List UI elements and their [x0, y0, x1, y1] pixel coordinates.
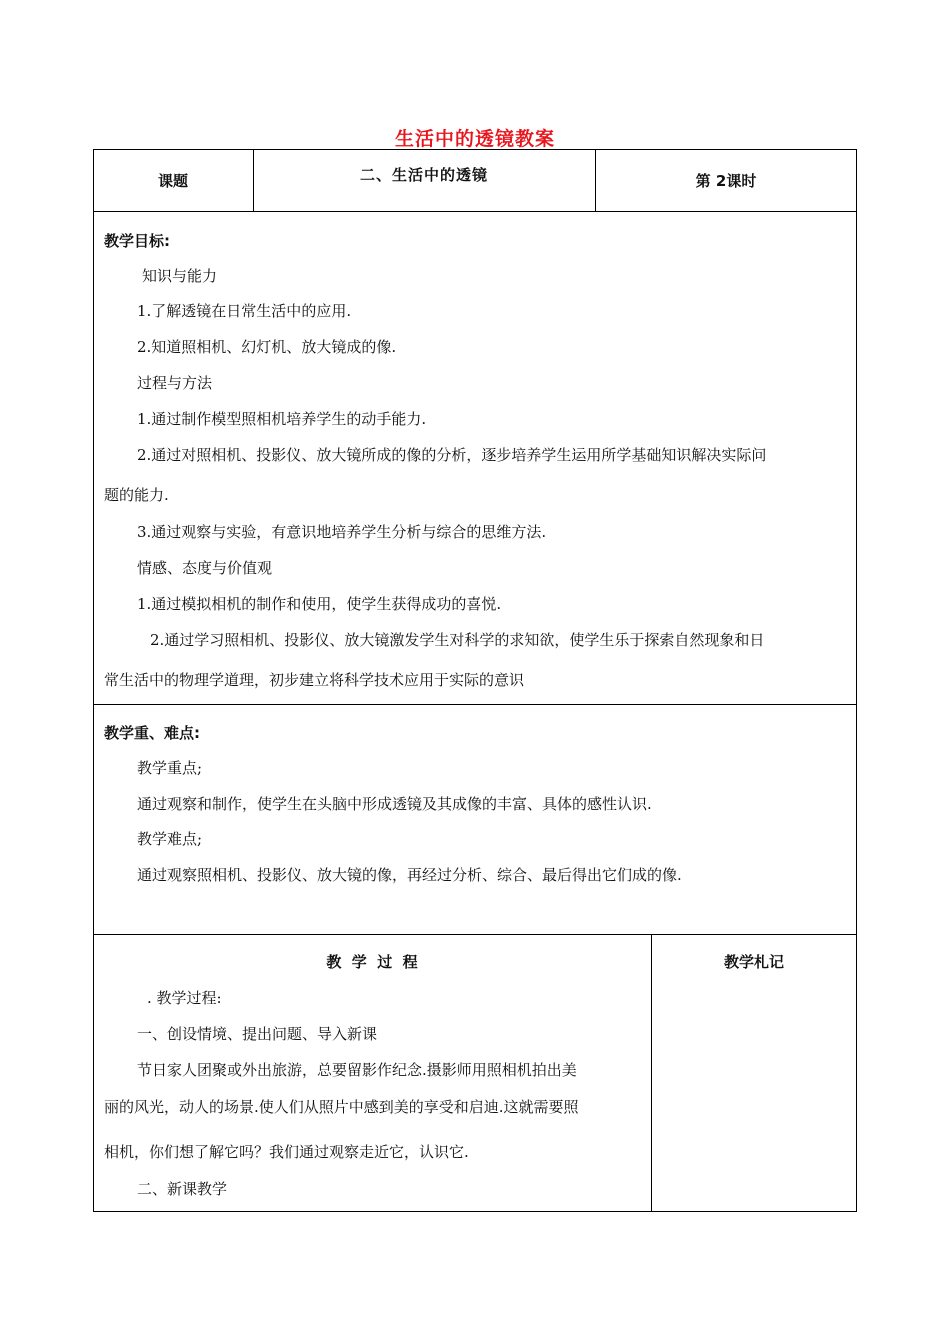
notes-heading: 教学札记	[723, 953, 784, 971]
objective-line: 3.通过观察与实验，有意识地培养学生分析与综合的思维方法.	[137, 523, 547, 541]
document-title: 生活中的透镜教案	[394, 128, 555, 150]
objective-line: 知识与能力	[142, 267, 218, 285]
process-line: 二、新课教学	[137, 1180, 228, 1198]
process-line: 一、创设情境、提出问题、导入新课	[137, 1025, 378, 1043]
process-heading: 教 学 过 程	[326, 953, 418, 971]
process-divider	[651, 934, 652, 1212]
objective-line: 1.通过制作模型照相机培养学生的动手能力.	[137, 410, 427, 428]
lesson-label: 课题	[157, 172, 188, 190]
objective-line: 过程与方法	[137, 374, 213, 392]
lesson-title: 二、生活中的透镜	[359, 166, 488, 184]
objectives-heading: 教学目标:	[104, 232, 170, 250]
process-line: 丽的风光，动人的场景.使人们从照片中感到美的享受和启迪.这就需要照	[104, 1098, 579, 1116]
keypoint-line: 教学难点;	[137, 830, 203, 848]
objective-line: 2.知道照相机、幻灯机、放大镜成的像.	[137, 338, 397, 356]
objective-line: 常生活中的物理学道理，初步建立将科学技术应用于实际的意识	[104, 671, 525, 689]
objective-line: 题的能力.	[104, 486, 169, 504]
keypoint-line: 教学重点;	[137, 759, 203, 777]
period-label: 第 2课时	[695, 172, 757, 190]
keypoint-line: 通过观察和制作，使学生在头脑中形成透镜及其成像的丰富、具体的感性认识.	[137, 795, 652, 813]
keypoints-section	[93, 704, 857, 935]
keypoint-line: 通过观察照相机、投影仪、放大镜的像，再经过分析、综合、最后得出它们成的像.	[137, 866, 682, 884]
objective-line: 1.了解透镜在日常生活中的应用.	[137, 302, 352, 320]
process-line: 节日家人团聚或外出旅游，总要留影作纪念.摄影师用照相机拍出美	[137, 1061, 577, 1079]
objective-line: 情感、态度与价值观	[137, 559, 273, 577]
objective-line: 2.通过学习照相机、投影仪、放大镜激发学生对科学的求知欲，使学生乐于探索自然现象和日	[150, 631, 765, 649]
process-line: . 教学过程:	[147, 989, 222, 1007]
objective-line: 2.通过对照相机、投影仪、放大镜所成的像的分析，逐步培养学生运用所学基础知识解决实际问	[137, 446, 767, 464]
process-line: 相机，你们想了解它吗？我们通过观察走近它，认识它.	[104, 1143, 469, 1161]
keypoints-heading: 教学重、难点:	[104, 724, 200, 742]
objective-line: 1.通过模拟相机的制作和使用，使学生获得成功的喜悦.	[137, 595, 502, 613]
